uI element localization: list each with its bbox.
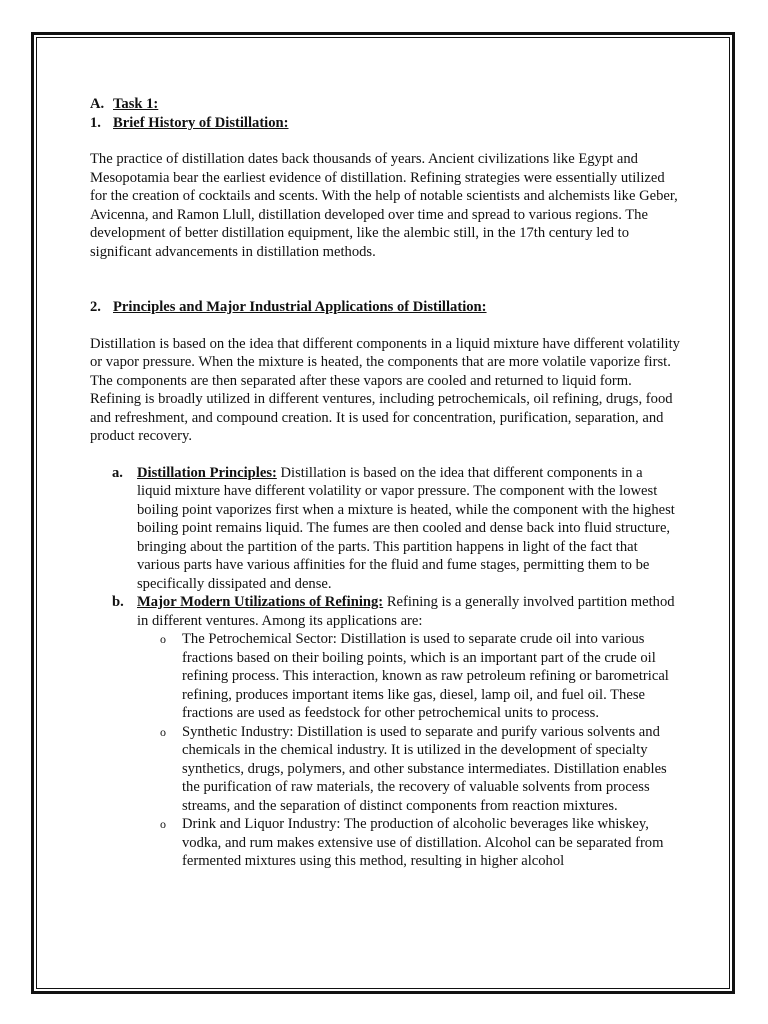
list-item-a — [112, 464, 680, 594]
list-item-a-body — [137, 464, 680, 594]
section-1-number: 1. — [90, 114, 101, 131]
bullet-text-petrochemical: The Petrochemical Sector: Distillation is used to separate crude oil into various fractions based on their boiling points, which is an important part of the crude oil refining process. This interaction, known as raw petroleum refining or barometrical refining, produces important items like gas, diesel, lamp oil, and fuel oil. These fractions are used as feedstock for other petrochemical units to process. — [182, 631, 669, 721]
section-1-heading — [90, 114, 680, 133]
list-item-a-text: Distillation is based on the idea that different components in a liquid mixture have different volatility or vapor pressure. The component with the lowest boiling point vaporizes first when a mixture is heated, while the component with the highest boiling point remains liquid. The fumes are then cooled and dense back into fluid structure, bringing about the partition of the parts. This partition happens in light of the fact that various parts have various affinities for the fluid and fume stages, permitting them to be specifically dissipated and dense. — [137, 464, 675, 592]
list-item-b-text: Refining is a generally involved partition method in different ventures. Among its applications are: — [137, 594, 675, 629]
list-item-b-body — [137, 593, 680, 871]
history-paragraph: The practice of distillation dates back thousands of years. Ancient civilizations like Egypt and Mesopotamia bear the earliest evidence of distillation. Refining strategies were essentially utilized for the creation of cocktails and scents. With the help of notable scientists and alchemists like Geber, Avicenna, and Ramon Llull, distillation developed over time and spread to various regions. The development of better distillation equipment, like the alembic still, in the 17th century led to significant advancements in distillation methods. — [90, 151, 678, 260]
bullet-marker: o — [160, 632, 166, 646]
list-item-a-lead: Distillation Principles: — [137, 464, 277, 481]
list-item-b-lead: Major Modern Utilizations of Refining: — [137, 594, 384, 610]
section-a-heading — [90, 95, 680, 114]
list-item-a-marker: a. — [112, 464, 123, 481]
bullet-text-synthetic: Synthetic Industry: Distillation is used to separate and purify various solvents and chemicals in the chemical industry. It is utilized in the development of specialty synthetics, drugs, polymers, and other substance intermediates. Distillation enables the purification of raw materials, the recovery of valuable solvents from process streams, and the separation of distinct components from reaction mixtures. — [182, 723, 667, 814]
principles-paragraph: Distillation is based on the idea that different components in a liquid mixture have different volatility or vapor pressure. When the mixture is heated, the components that are more volatile vaporize first. The components are then separated after these vapors are cooled and returned to liquid form. Refining is broadly utilized in different ventures, including petrochemicals, oil refining, drugs, food and refreshment, and compound creation. It is used for concentration, purification, separation, and product recovery. — [90, 335, 680, 444]
bullet-item — [160, 630, 680, 723]
section-1-title: Brief History of Distillation: — [113, 114, 289, 131]
bullet-item — [160, 815, 680, 871]
section-a-letter: A. — [90, 96, 105, 112]
section-a-title: Task 1: — [113, 96, 159, 112]
section-2-title: Principles and Major Industrial Applications of Distillation: — [113, 299, 487, 315]
section-2-heading — [90, 298, 680, 317]
list-item-b — [112, 593, 680, 871]
applications-bullet-list — [160, 630, 680, 871]
list-item-b-marker: b. — [112, 594, 124, 610]
document-body — [90, 95, 680, 871]
section-2-number: 2. — [90, 299, 101, 315]
bullet-marker: o — [160, 817, 166, 831]
sub-list — [112, 464, 680, 871]
bullet-text-drink: Drink and Liquor Industry: The production of alcoholic beverages like whiskey, vodka, and rum makes extensive use of distillation. Alcohol can be separated from fermented mixtures using this method, resulting in higher alcohol — [182, 816, 664, 869]
bullet-item — [160, 723, 680, 816]
bullet-marker: o — [160, 724, 166, 739]
